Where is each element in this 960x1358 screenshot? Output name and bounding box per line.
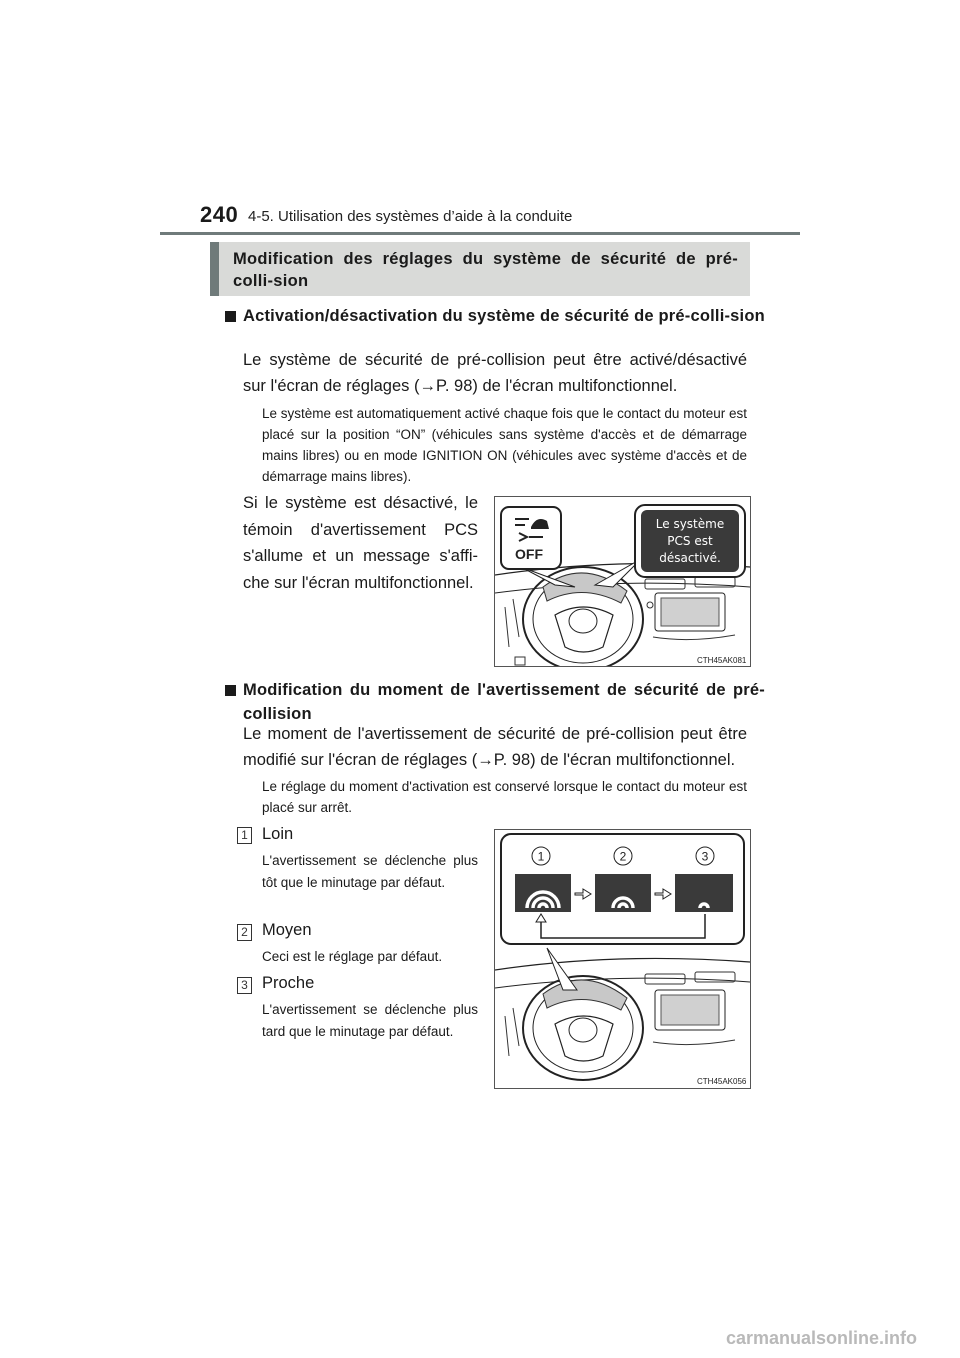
message-line1: Le système bbox=[655, 517, 725, 531]
item-label-proche: Proche bbox=[262, 974, 315, 992]
square-bullet-icon bbox=[225, 685, 236, 696]
item-number-1: 1 bbox=[237, 827, 252, 844]
watermark: carmanualsonline.info bbox=[726, 1328, 918, 1348]
message-line2: PCS est bbox=[667, 534, 713, 548]
chapter-title: 4-5. Utilisation des systèmes d’aide à la conduite bbox=[248, 208, 573, 225]
item-desc-moyen: Ceci est le réglage par défaut. bbox=[262, 949, 443, 964]
dashboard-illustration bbox=[495, 497, 750, 666]
subheading-timing bbox=[225, 678, 765, 726]
timing-body: Le moment de l'avertissement de sécurité de pré-collision peut être modifié sur l'écran de réglages (→P. 98) de l'écran multifonctionnel. bbox=[243, 725, 747, 769]
subheading-timing-text: Modification du moment de l'avertissement de sécurité de pré-collision bbox=[243, 681, 765, 723]
step-1-label: 1 bbox=[537, 849, 545, 864]
section-title-box bbox=[210, 242, 750, 296]
item-number-3: 3 bbox=[237, 977, 252, 994]
off-indicator-label: OFF bbox=[515, 546, 543, 562]
item-label-moyen: Moyen bbox=[262, 921, 312, 939]
figure-code: CTH45AK056 bbox=[697, 1077, 747, 1086]
signal-medium-icon bbox=[595, 874, 651, 912]
step-2-label: 2 bbox=[619, 849, 627, 864]
activation-body: Le système de sécurité de pré-collision peut être activé/désactivé sur l'écran de réglages (→P. 98) de l'écran multifonctionnel. bbox=[243, 351, 747, 395]
page-number: 240 bbox=[200, 202, 239, 227]
timing-illustration bbox=[495, 830, 750, 1088]
square-bullet-icon bbox=[225, 311, 236, 322]
signal-near-icon bbox=[675, 874, 733, 912]
step-3-label: 3 bbox=[701, 849, 709, 864]
section-title: Modification des réglages du système de sécurité de pré-colli-sion bbox=[233, 250, 738, 290]
header-rule bbox=[160, 232, 800, 235]
activation-side-text: Si le système est désactivé, le témoin d'avertissement PCS s'allume et un message s'affi-che sur l'écran multifonctionnel. bbox=[243, 494, 478, 592]
timing-note: Le réglage du moment d'activation est conservé lorsque le contact du moteur est placé sur arrêt. bbox=[262, 779, 747, 815]
subheading-activation-text: Activation/désactivation du système de sécurité de pré-colli-sion bbox=[243, 307, 765, 325]
item-number-2: 2 bbox=[237, 924, 252, 941]
signal-far-icon bbox=[515, 874, 571, 912]
timing-figure bbox=[494, 829, 751, 1089]
activation-note: Le système est automatiquement activé chaque fois que le contact du moteur est placé sur la position “ON” (véhicules sans système d'accès et de démarrage mains libres) ou en mode IGNITION ON (véhicules avec système d'accès et de démarrage mains libres). bbox=[262, 406, 747, 484]
figure-code: CTH45AK081 bbox=[697, 656, 747, 665]
subheading-activation bbox=[225, 304, 765, 328]
item-label-loin: Loin bbox=[262, 825, 294, 843]
pcs-off-figure bbox=[494, 496, 751, 667]
item-desc-proche: L'avertissement se déclenche plus tard que le minutage par défaut. bbox=[262, 1002, 478, 1039]
item-desc-loin: L'avertissement se déclenche plus tôt que le minutage par défaut. bbox=[262, 853, 478, 890]
message-line3: désactivé. bbox=[659, 551, 721, 565]
